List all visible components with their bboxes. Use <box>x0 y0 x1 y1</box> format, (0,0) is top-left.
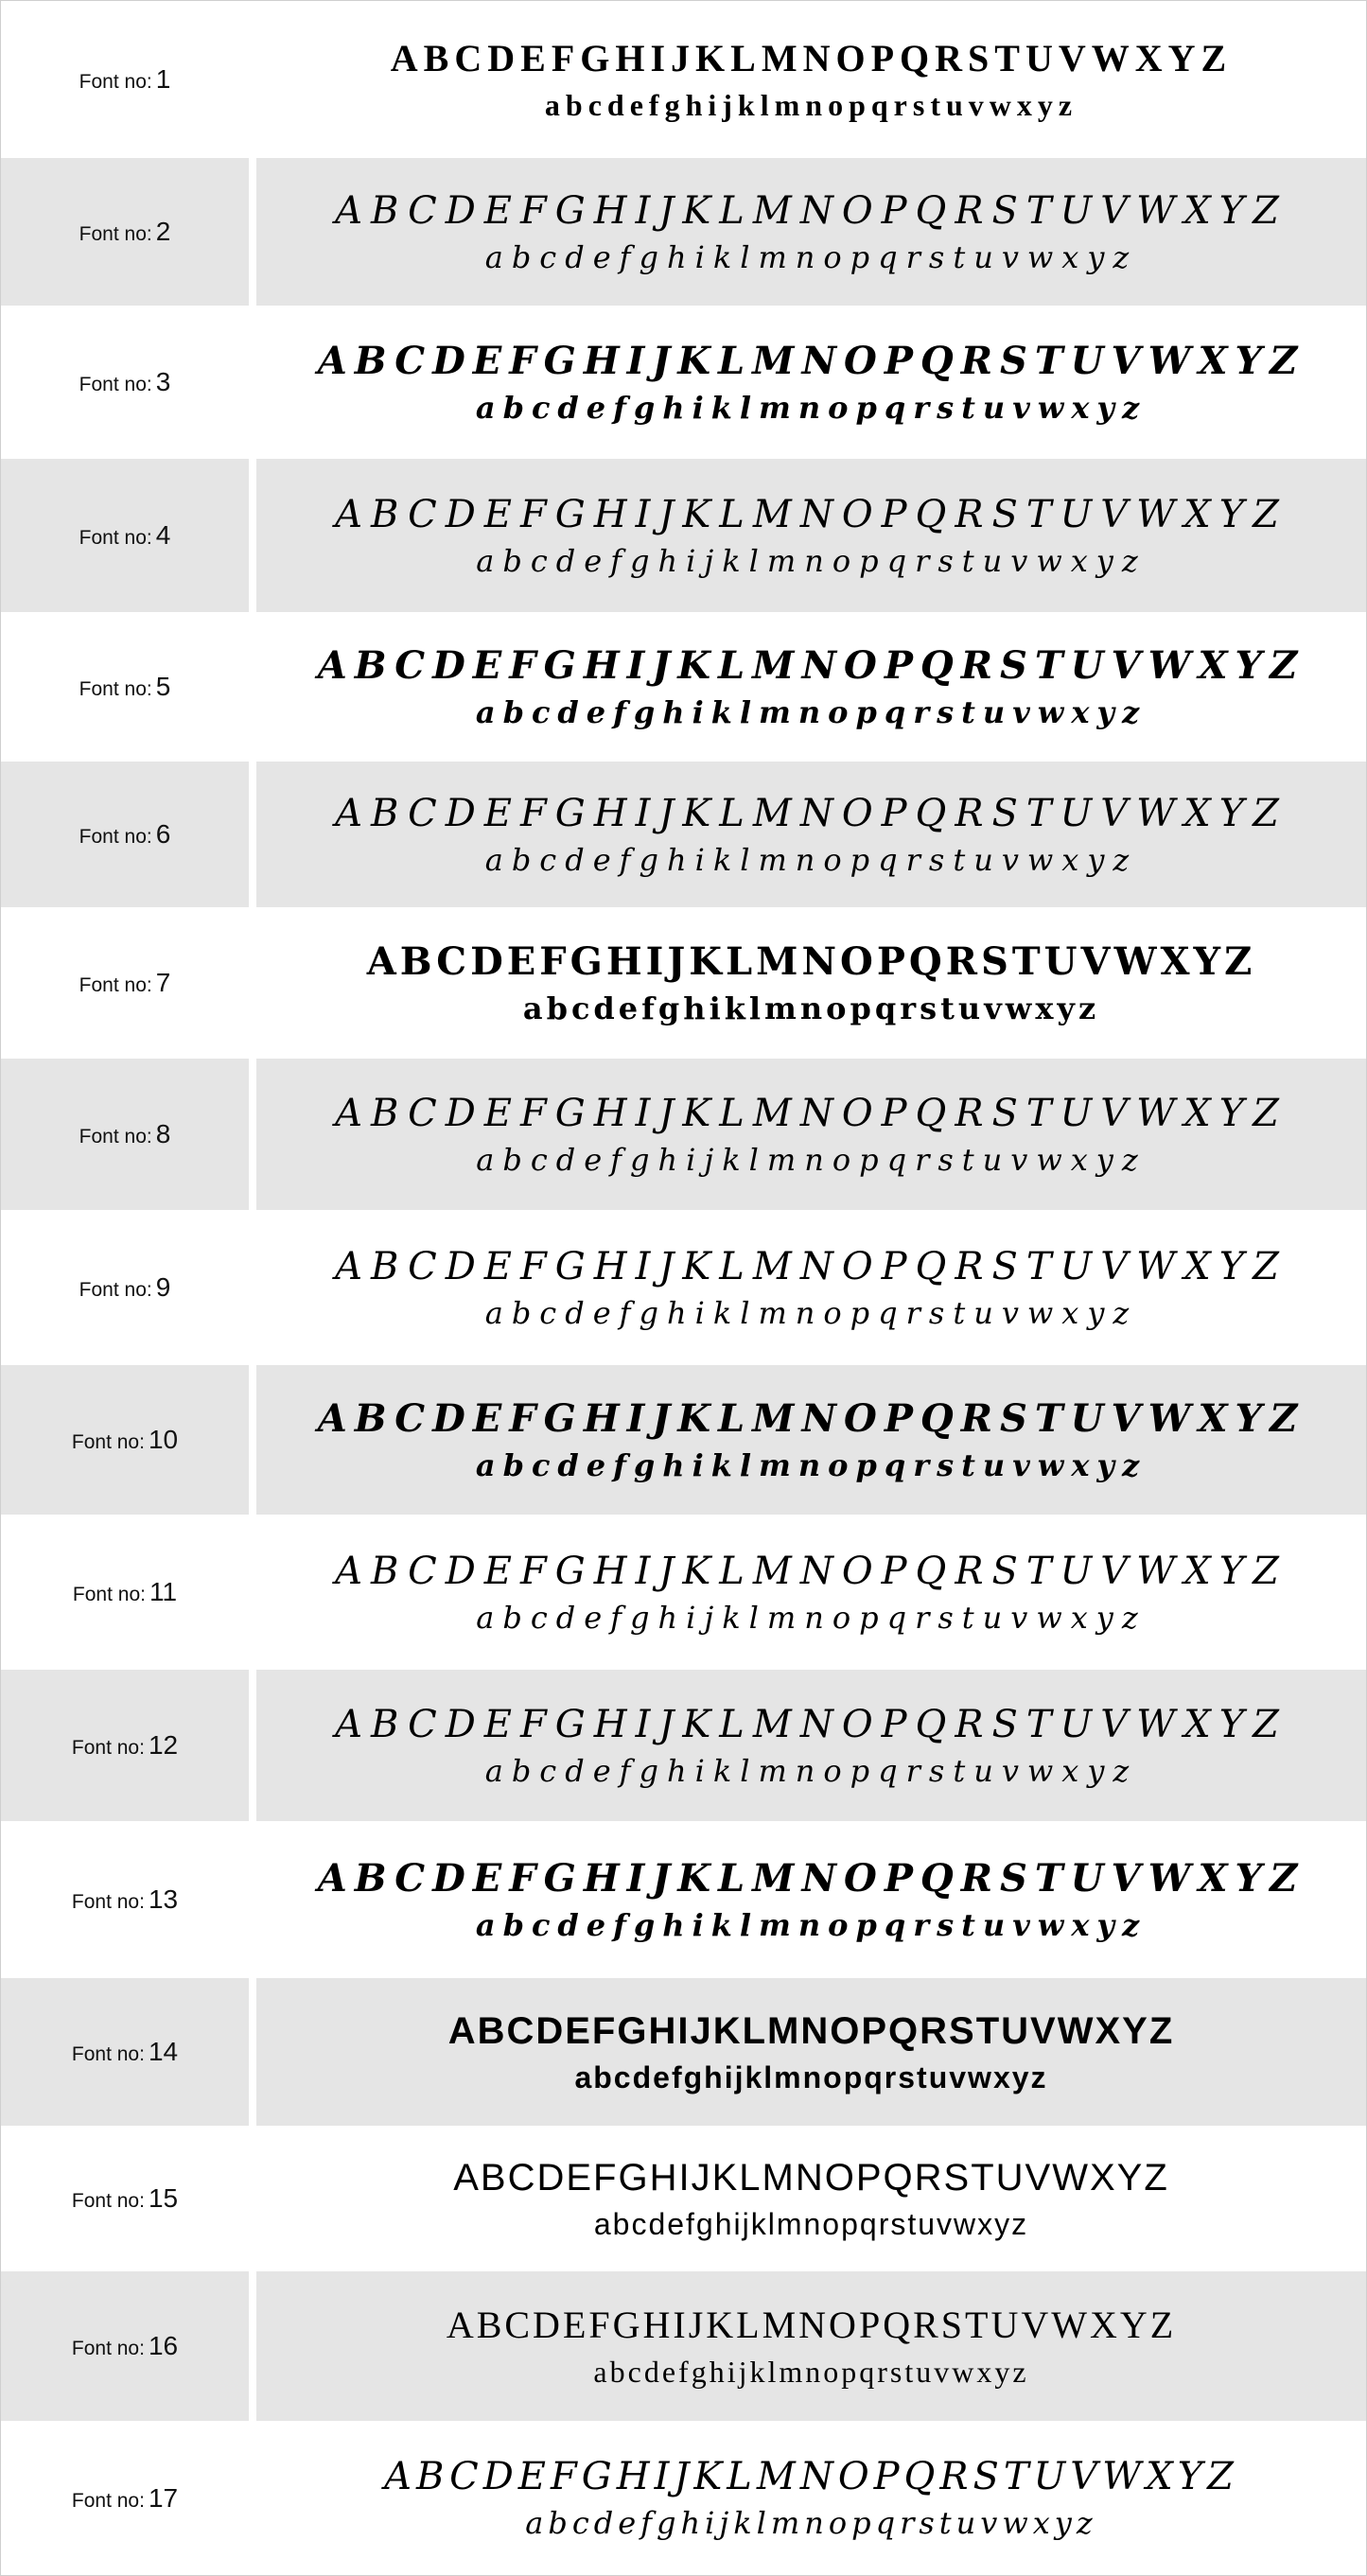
font-sample-cell <box>256 306 1366 459</box>
font-sample-cell <box>256 2421 1366 2575</box>
font-number: 15 <box>148 2183 179 2213</box>
font-label-cell <box>1 306 249 459</box>
font-number: 13 <box>148 1884 179 1914</box>
font-label-cell <box>1 1670 249 1821</box>
font-label-text: Font no: <box>79 527 152 549</box>
font-row-16 <box>1 2271 1366 2421</box>
uppercase-sample: ABCDEFGHIJKLMNOPQRSTUVWXYZ <box>384 2455 1238 2499</box>
font-number: 9 <box>155 1272 171 1302</box>
font-row-1 <box>1 1 1366 158</box>
font-sample-cell <box>256 1 1366 158</box>
font-row-9 <box>1 1210 1366 1365</box>
font-label <box>79 367 171 397</box>
lowercase-sample: abcdefghijklmnopqrstuvwxyz <box>593 2206 1029 2241</box>
font-number: 17 <box>148 2482 179 2513</box>
uppercase-sample: ABCDEFGHIJKLMNOPQRSTUVWXYZ <box>335 1244 1288 1288</box>
lowercase-sample: abcdefghiklmnopqrstuvwxyz <box>475 1906 1148 1943</box>
font-sample-cell <box>256 762 1366 907</box>
lowercase-sample: abcdefghiklmnopqrstuvwxyz <box>484 1294 1138 1331</box>
font-sample-cell <box>256 1670 1366 1821</box>
font-number: 14 <box>148 2037 179 2066</box>
font-label-text: Font no: <box>71 2190 145 2212</box>
font-row-4 <box>1 459 1366 612</box>
font-row-5 <box>1 612 1366 762</box>
font-label-cell <box>1 2421 249 2575</box>
font-label <box>79 1119 171 1149</box>
font-label-text: Font no: <box>79 374 152 395</box>
font-label-cell <box>1 907 249 1059</box>
font-sample-cell <box>256 1515 1366 1670</box>
font-number: 4 <box>155 520 171 550</box>
font-label-text: Font no: <box>72 1584 146 1605</box>
font-label-text: Font no: <box>79 1126 152 1148</box>
lowercase-sample: abcdefghiklmnopqrstuvwxyz <box>475 389 1148 426</box>
font-label-cell <box>1 612 249 762</box>
font-sample-cell <box>256 2271 1366 2421</box>
lowercase-sample: abcdefghiklmnopqrstuvwxyz <box>475 1446 1148 1483</box>
uppercase-sample: ABCDEFGHIJKLMNOPQRSTUVWXYZ <box>335 492 1288 536</box>
lowercase-sample: abcdefghijklmnopqrstuvwxyz <box>574 2059 1048 2094</box>
lowercase-sample: abcdefghiklmnopqrstuvwxyz <box>522 990 1100 1026</box>
font-label-text: Font no: <box>71 2043 145 2065</box>
uppercase-sample: ABCDEFGHIJKLMNOPQRSTUVWXYZ <box>335 1091 1288 1135</box>
font-label <box>72 1730 178 1761</box>
uppercase-sample: ABCDEFGHIJKLMNOPQRSTUVWXYZ <box>317 642 1306 688</box>
font-label-text: Font no: <box>79 974 152 996</box>
font-label <box>79 672 171 702</box>
font-number: 5 <box>155 672 171 701</box>
font-label-text: Font no: <box>71 1737 145 1759</box>
lowercase-sample: abcdefghijklmnopqrstuvwxyz <box>544 87 1078 122</box>
font-row-15 <box>1 2126 1366 2271</box>
lowercase-sample: abcdefghijklmnopqrstuvwxyz <box>525 2505 1097 2542</box>
font-sample-cell <box>256 1210 1366 1365</box>
font-number: 16 <box>148 2331 179 2360</box>
font-label-text: Font no: <box>71 1891 145 1913</box>
font-label-cell <box>1 2126 249 2271</box>
font-label <box>79 1272 171 1303</box>
font-sample-cell <box>256 1059 1366 1210</box>
uppercase-sample: ABCDEFGHIJKLMNOPQRSTUVWXYZ <box>317 1855 1306 1901</box>
font-number: 3 <box>155 367 171 396</box>
font-label-cell <box>1 1 249 158</box>
font-sample-cell <box>256 158 1366 306</box>
font-number: 6 <box>155 819 171 849</box>
font-label-text: Font no: <box>71 2489 145 2512</box>
font-label-text: Font no: <box>79 678 152 700</box>
uppercase-sample: ABCDEFGHIJKLMNOPQRSTUVWXYZ <box>453 2156 1169 2199</box>
uppercase-sample: ABCDEFGHIJKLMNOPQRSTUVWXYZ <box>447 2009 1175 2052</box>
font-number: 12 <box>148 1730 179 1760</box>
font-label-text: Font no: <box>79 826 152 848</box>
font-row-2 <box>1 158 1366 306</box>
font-label <box>79 520 171 551</box>
font-row-8 <box>1 1059 1366 1210</box>
font-label-text: Font no: <box>79 1279 152 1301</box>
font-sample-cell <box>256 612 1366 762</box>
uppercase-sample: ABCDEFGHIJKLMNOPQRSTUVWXYZ <box>335 1702 1288 1746</box>
uppercase-sample: ABCDEFGHIJKLMNOPQRSTUVWXYZ <box>335 188 1288 233</box>
font-label-cell <box>1 2271 249 2421</box>
lowercase-sample: abcdefghijklmnopqrstuvwxyz <box>476 1141 1147 1178</box>
font-number: 8 <box>155 1119 171 1148</box>
font-number: 2 <box>155 217 171 246</box>
font-number: 10 <box>148 1425 179 1454</box>
font-label <box>72 2037 178 2067</box>
font-sample-cell <box>256 1978 1366 2126</box>
font-label <box>72 2183 178 2214</box>
font-sample-cell <box>256 907 1366 1059</box>
lowercase-sample: abcdefghiklmnopqrstuvwxyz <box>484 1752 1138 1789</box>
font-number: 1 <box>155 64 171 94</box>
font-row-12 <box>1 1670 1366 1821</box>
font-row-10 <box>1 1365 1366 1515</box>
font-row-3 <box>1 306 1366 459</box>
uppercase-sample: ABCDEFGHIJKLMNOPQRSTUVWXYZ <box>335 1549 1288 1593</box>
uppercase-sample: ABCDEFGHIJKLMNOPQRSTUVWXYZ <box>335 791 1288 835</box>
font-label <box>79 819 171 850</box>
font-label-cell <box>1 1059 249 1210</box>
font-row-13 <box>1 1821 1366 1978</box>
font-label-cell <box>1 1210 249 1365</box>
font-label-text: Font no: <box>71 2338 145 2359</box>
uppercase-sample: ABCDEFGHIJKLMNOPQRSTUVWXYZ <box>390 36 1233 79</box>
lowercase-sample: abcdefghijklmnopqrstuvwxyz <box>593 2354 1029 2389</box>
font-row-14 <box>1 1978 1366 2126</box>
uppercase-sample: ABCDEFGHIJKLMNOPQRSTUVWXYZ <box>446 2303 1177 2346</box>
uppercase-sample: ABCDEFGHIJKLMNOPQRSTUVWXYZ <box>317 338 1306 383</box>
font-label-cell <box>1 158 249 306</box>
lowercase-sample: abcdefghiklmnopqrstuvwxyz <box>484 841 1138 878</box>
font-label-cell <box>1 459 249 612</box>
font-row-6 <box>1 762 1366 907</box>
lowercase-sample: abcdefghiklmnopqrstuvwxyz <box>484 238 1138 275</box>
font-label-text: Font no: <box>71 1431 145 1453</box>
font-sample-cell <box>256 1821 1366 1978</box>
font-label-text: Font no: <box>79 71 152 93</box>
lowercase-sample: abcdefghijklmnopqrstuvwxyz <box>476 542 1147 579</box>
font-label <box>79 968 171 998</box>
font-label-cell <box>1 1515 249 1670</box>
font-label <box>79 217 171 247</box>
font-label <box>72 2483 178 2514</box>
font-sample-cell <box>256 1365 1366 1515</box>
font-sample-cell <box>256 2126 1366 2271</box>
font-label-cell <box>1 762 249 907</box>
font-label <box>72 1425 178 1455</box>
font-label-text: Font no: <box>79 223 152 245</box>
font-label <box>79 64 171 95</box>
font-label <box>73 1577 177 1607</box>
uppercase-sample: ABCDEFGHIJKLMNOPQRSTUVWXYZ <box>366 938 1256 984</box>
font-row-17 <box>1 2421 1366 2575</box>
lowercase-sample: abcdefghijklmnopqrstuvwxyz <box>476 1599 1147 1636</box>
font-label <box>72 1884 178 1915</box>
font-number: 7 <box>155 968 171 997</box>
font-row-11 <box>1 1515 1366 1670</box>
font-label-cell <box>1 1365 249 1515</box>
font-sample-cell <box>256 459 1366 612</box>
font-label-cell <box>1 1821 249 1978</box>
lowercase-sample: abcdefghiklmnopqrstuvwxyz <box>475 693 1148 730</box>
uppercase-sample: ABCDEFGHIJKLMNOPQRSTUVWXYZ <box>317 1395 1306 1441</box>
font-label <box>72 2331 178 2361</box>
font-number: 11 <box>149 1577 178 1606</box>
font-row-7 <box>1 907 1366 1059</box>
font-label-cell <box>1 1978 249 2126</box>
